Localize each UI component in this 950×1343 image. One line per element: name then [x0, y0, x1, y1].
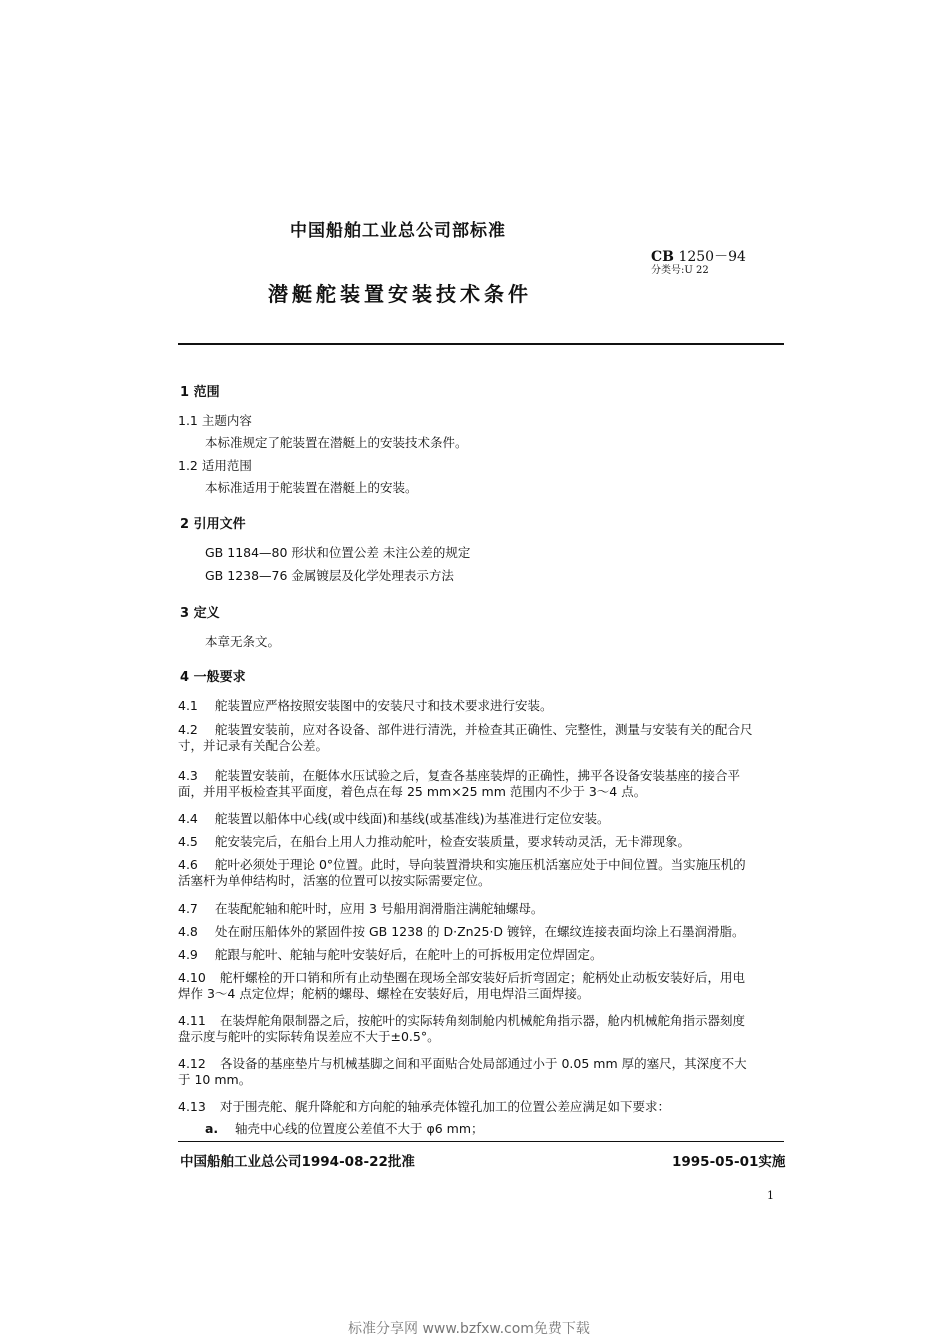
issuing-organization: 中国船舶工业总公司部标准: [290, 221, 506, 241]
standard-code-prefix: CB: [651, 249, 674, 265]
clause-line: 面，并用平板检查其平面度，着色点在每 25 mm×25 mm 范围内不少于 3～4 点。: [178, 784, 647, 799]
clause-4-1: [178, 698, 553, 714]
clause-line: 于 10 mm。: [178, 1072, 252, 1087]
clause-4-9: [178, 947, 603, 963]
clause-line: 各设备的基座垫片与机械基脚之间和平面贴合处局部通过小于 0.05 mm 厚的塞尺，其深度不大: [220, 1056, 747, 1071]
clause-number: 4.11: [178, 1013, 206, 1028]
clause-number: 4.8: [178, 924, 198, 939]
clause-4-5: [178, 834, 690, 850]
clause-4-6: [178, 857, 746, 889]
section-3-heading: 3 定义: [180, 606, 220, 621]
footer-rule: [178, 1141, 784, 1142]
clause-number: 4.3: [178, 768, 198, 783]
clause-number: 4.4: [178, 811, 198, 826]
clause-number: 4.7: [178, 901, 198, 916]
clause-line: 焊作 3～4 点定位焊；舵柄的螺母、螺栓在安装好后，用电焊沿三面焊接。: [178, 986, 590, 1001]
approval-date: 中国船舶工业总公司1994-08-22批准: [180, 1154, 415, 1170]
clause-4-2: [178, 722, 753, 754]
watermark-text: 标准分享网 www.bzfxw.com免费下载: [348, 1321, 590, 1337]
clause-4-4: [178, 811, 610, 827]
document-title: 潜艇舵装置安装技术条件: [268, 282, 532, 306]
classification-number: 分类号:U 22: [651, 265, 709, 276]
clause-line: 舵装置安装前，应对各设备、部件进行清洗，并检查其正确性、完整性，测量与安装有关的配合尺: [215, 722, 753, 737]
clause-line: 舵装置以船体中心线(或中线面)和基线(或基准线)为基准进行定位安装。: [215, 811, 610, 826]
clause-number: 4.10: [178, 970, 206, 985]
clause-line: 舵装置应严格按照安装图中的安装尺寸和技术要求进行安装。: [215, 698, 553, 713]
clause-line: 舵叶必须处于理论 0°位置。此时，导向装置滑块和实施压机活塞应处于中间位置。当实施压机的: [215, 857, 746, 872]
clause-number: 4.5: [178, 834, 198, 849]
clause-line: 舵装置安装前，在艇体水压试验之后，复查各基座装焊的正确性，拂平各设备安装基座的接合平: [215, 768, 741, 783]
clause-1-1-text: 本标准规定了舵装置在潜艇上的安装技术条件。: [205, 435, 468, 450]
clause-number: 4.1: [178, 698, 198, 713]
page-number: 1: [767, 1189, 774, 1202]
clause-1-2-label: 1.2 适用范围: [178, 458, 252, 473]
clause-4-3: [178, 768, 740, 800]
clause-line: 在装配舵轴和舵叶时，应用 3 号船用润滑脂注满舵轴螺母。: [215, 901, 544, 916]
clause-line: 寸，并记录有关配合公差。: [178, 738, 329, 753]
list-item-a: [205, 1121, 484, 1137]
standard-code-number: 1250－94: [678, 249, 746, 265]
clause-number: 4.6: [178, 857, 198, 872]
section-3-text: 本章无条文。: [205, 634, 281, 649]
reference-gb1184: GB 1184—80 形状和位置公差 未注公差的规定: [205, 545, 471, 560]
clause-line: 处在耐压船体外的紧固件按 GB 1238 的 D·Zn25·D 镀锌，在螺纹连接表面均涂上石墨润滑脂。: [215, 924, 745, 939]
section-2-heading: 2 引用文件: [180, 517, 246, 532]
list-item-label: a.: [205, 1121, 219, 1136]
clause-number: 4.12: [178, 1056, 206, 1071]
clause-line: 活塞杆为单伸结构时，活塞的位置可以按实际需要定位。: [178, 873, 491, 888]
clause-number: 4.9: [178, 947, 198, 962]
clause-1-2-text: 本标准适用于舵装置在潜艇上的安装。: [205, 480, 418, 495]
clause-number: 4.13: [178, 1099, 206, 1114]
section-4-heading: 4 一般要求: [180, 670, 246, 685]
clause-line: 盘示度与舵叶的实际转角误差应不大于±0.5°。: [178, 1029, 440, 1044]
clause-4-7: [178, 901, 543, 917]
clause-line: 舵安装完后，在船台上用人力推动舵叶，检查安装质量，要求转动灵活，无卡滞现象。: [215, 834, 691, 849]
list-item-text: 轴壳中心线的位置度公差值不大于 φ6 mm；: [235, 1121, 484, 1136]
clause-4-8: [178, 924, 745, 940]
clause-line: 舵跟与舵叶、舵轴与舵叶安装好后，在舵叶上的可拆板用定位焊固定。: [215, 947, 603, 962]
clause-4-13: [178, 1099, 670, 1115]
clause-4-11: [178, 1013, 745, 1045]
header-rule: [178, 343, 784, 345]
section-1-heading: 1 范围: [180, 385, 220, 400]
reference-gb1238: GB 1238—76 金属镀层及化学处理表示方法: [205, 568, 454, 583]
clause-number: 4.2: [178, 722, 198, 737]
clause-line: 在装焊舵角限制器之后，按舵叶的实际转角刻制舱内机械舵角指示器，舱内机械舵角指示器刻度: [220, 1013, 746, 1028]
clause-4-10: [178, 970, 745, 1002]
clause-line: 对于围壳舵、艉升降舵和方向舵的轴承壳体镗孔加工的位置公差应满足如下要求：: [220, 1099, 671, 1114]
effective-date: 1995-05-01实施: [672, 1154, 786, 1170]
clause-4-12: [178, 1056, 747, 1088]
clause-1-1-label: 1.1 主题内容: [178, 413, 252, 428]
clause-line: 舵杆螺栓的开口销和所有止动垫圈在现场全部安装好后折弯固定；舵柄处止动板安装好后，用电: [220, 970, 746, 985]
